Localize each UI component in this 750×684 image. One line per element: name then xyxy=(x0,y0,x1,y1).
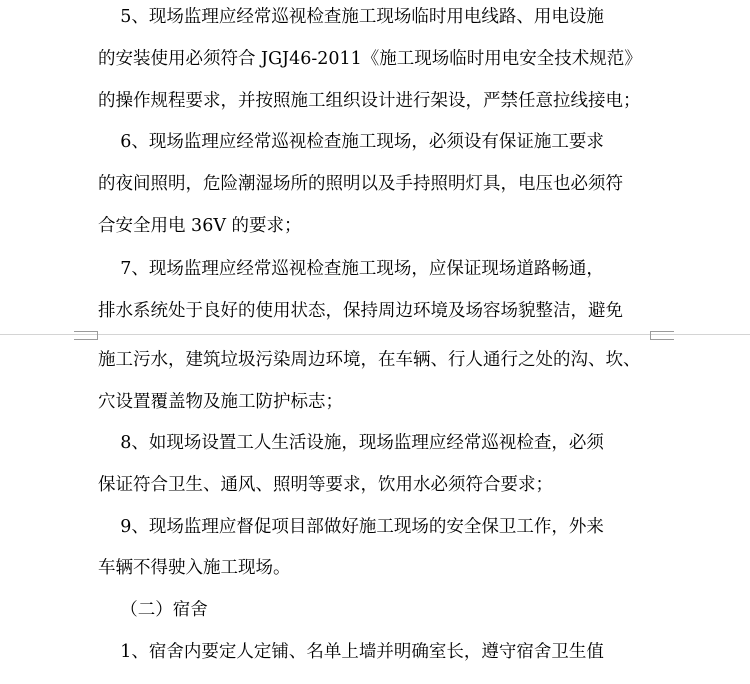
item-5-line-2: 的安装使用必须符合 JGJ46-2011《施工现场临时用电安全技术规范》 xyxy=(98,49,642,69)
item-6-line-1: 6、现场监理应经常巡视检查施工现场，必须设有保证施工要求 xyxy=(98,132,604,152)
item-6-line-2: 的夜间照明，危险潮湿场所的照明以及手持照明灯具，电压也必须符 xyxy=(98,174,623,194)
item-7-line-2: 排水系统处于良好的使用状态，保持周边环境及场容场貌整洁，避免 xyxy=(98,301,623,321)
item-7-line-1: 7、现场监理应经常巡视检查施工现场，应保证现场道路畅通， xyxy=(98,259,604,279)
item-9-line-2: 车辆不得驶入施工现场。 xyxy=(98,558,291,578)
dormitory-item-1-line-1: 1、宿舍内要定人定铺、名单上墙并明确室长，遵守宿舍卫生值 xyxy=(98,642,604,662)
page-break-rule xyxy=(0,334,750,335)
item-5-line-1: 5、现场监理应经常巡视检查施工现场临时用电线路、用电设施 xyxy=(98,7,604,27)
item-5-line-3: 的操作规程要求，并按照施工组织设计进行架设，严禁任意拉线接电； xyxy=(98,91,641,111)
page-corner-mark-right xyxy=(650,331,674,340)
page-corner-mark-left xyxy=(74,331,98,340)
item-7-line-4: 穴设置覆盖物及施工防护标志； xyxy=(98,392,343,412)
item-7-line-3: 施工污水，建筑垃圾污染周边环境，在车辆、行人通行之处的沟、坎、 xyxy=(98,350,641,370)
item-8-line-2: 保证符合卫生、通风、照明等要求，饮用水必须符合要求； xyxy=(98,475,553,495)
item-8-line-1: 8、如现场设置工人生活设施，现场监理应经常巡视检查，必须 xyxy=(98,433,604,453)
item-9-line-1: 9、现场监理应督促项目部做好施工现场的安全保卫工作，外来 xyxy=(98,517,604,537)
item-6-line-3: 合安全用电 36V 的要求； xyxy=(98,216,302,236)
section-heading-dormitory: （二）宿舍 xyxy=(98,600,208,620)
page-break-separator xyxy=(0,331,750,341)
